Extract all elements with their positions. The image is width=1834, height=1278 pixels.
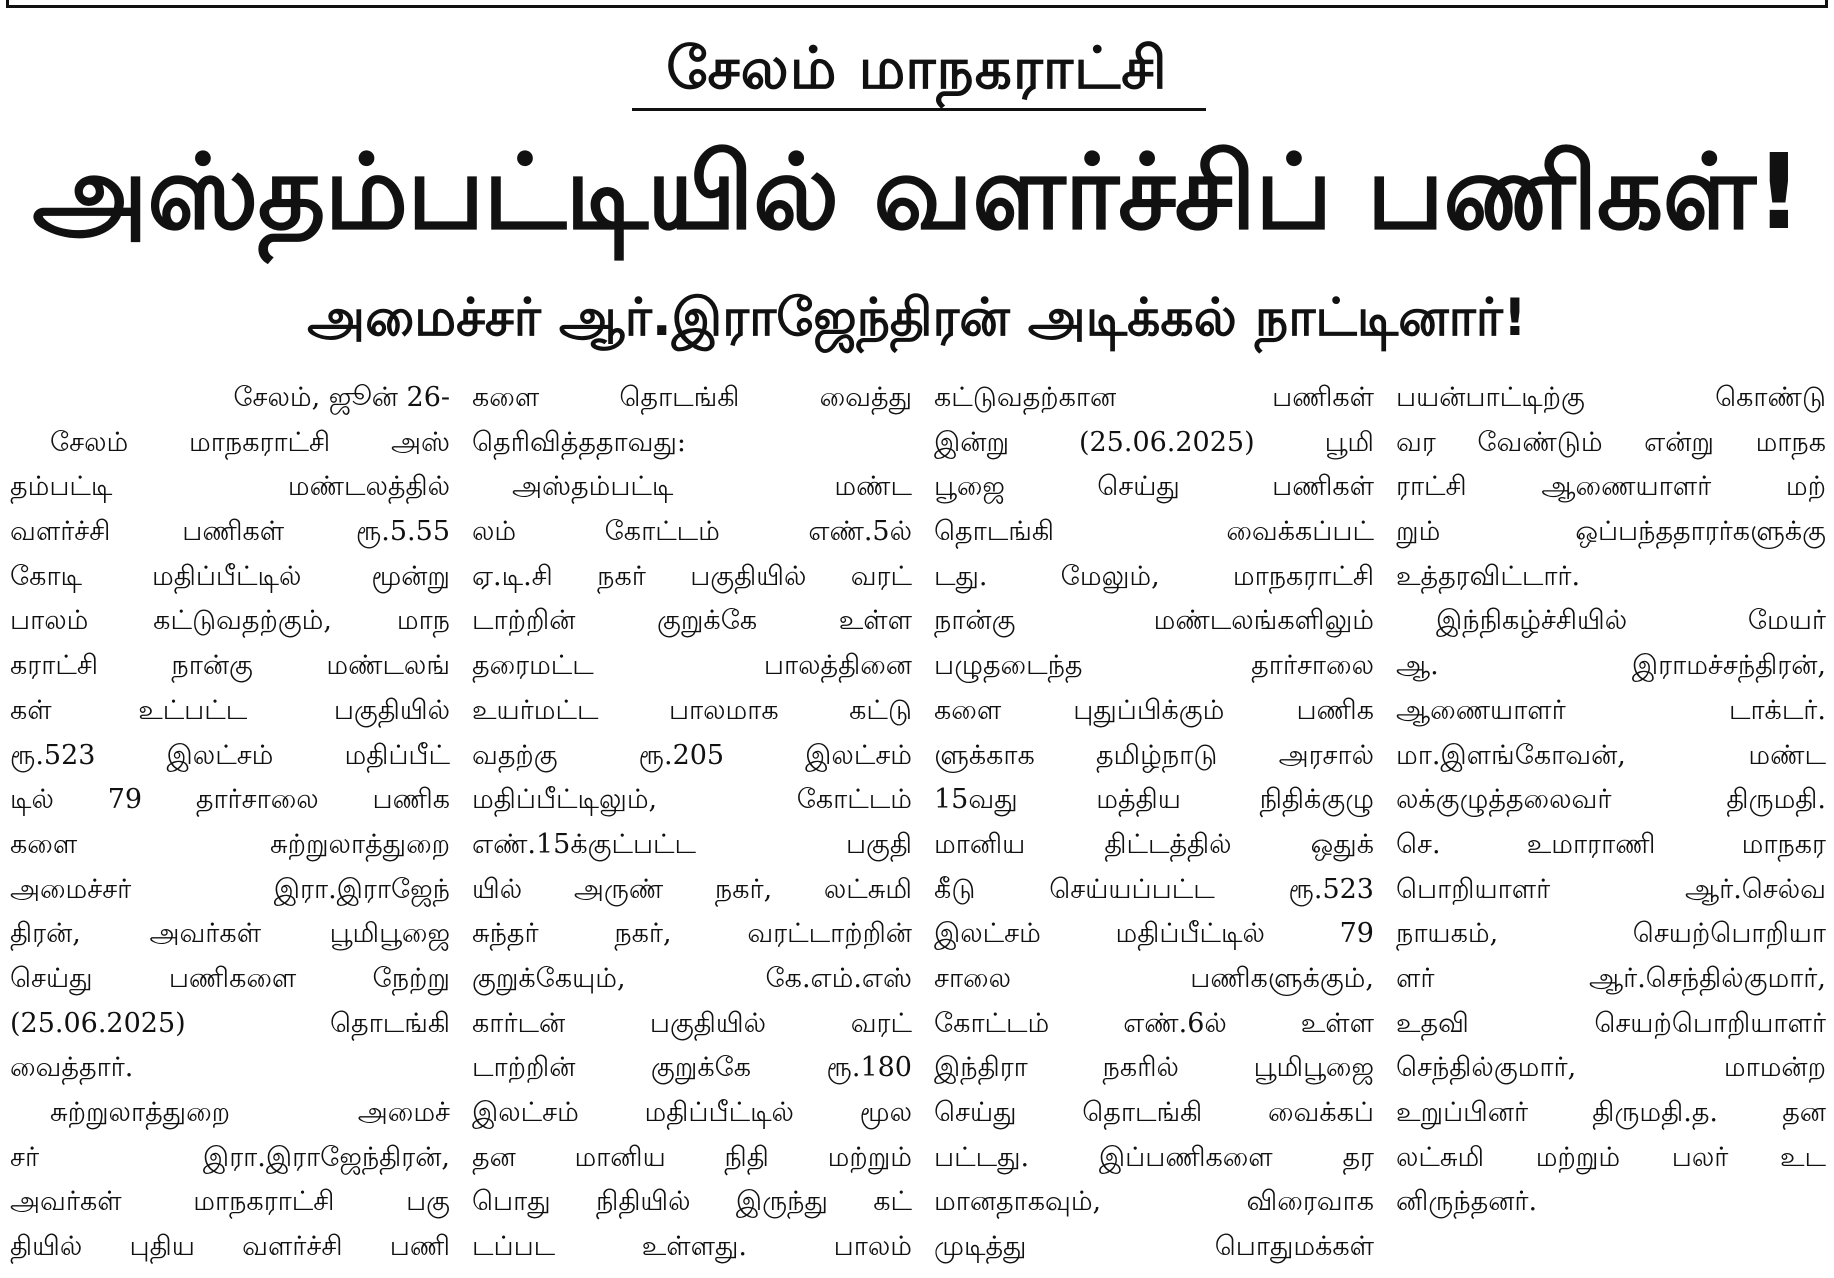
body-line: முடித்து பொதுமக்கள் [934,1231,1374,1263]
dateline: சேலம், ஜூன் 26- [233,382,450,413]
body-line: டாற்றின் குறுக்கே உள்ள [472,605,912,637]
kicker-underline [632,108,1206,111]
body-line: னிருந்தனர். [1396,1186,1538,1218]
body-line: நான்கு மண்டலங்களிலும் [934,605,1374,637]
body-line: பொது நிதியில் இருந்து கட் [472,1186,912,1218]
body-line: ளர் ஆர்.செந்தில்குமார், [1396,962,1826,994]
body-line: ளுக்காக தமிழ்நாடு அரசால் [934,739,1374,771]
body-line: கள் உட்பட்ட பகுதியில் [10,694,450,726]
article-column-3 [934,376,1374,1272]
body-line: இன்று (25.06.2025) பூமி [934,426,1374,458]
body-line: பூஜை செய்து பணிகள் [934,471,1374,503]
body-line: கோட்டம் எண்.6ல் உள்ள [934,1007,1374,1039]
body-line: செ. உமாராணி மாநகர [1396,828,1826,860]
body-line: கீடு செய்யப்பட்ட ரூ.523 [934,873,1374,905]
body-line: செய்து பணிகளை நேற்று [10,962,450,994]
body-line: யில் அருண் நகர், லட்சுமி [472,873,912,905]
body-line: இந்திரா நகரில் பூமிபூஜை [934,1052,1374,1084]
body-line: வதற்கு ரூ.205 இலட்சம் [472,739,912,771]
body-line: அஸ்தம்பட்டி மண்ட [512,471,912,503]
body-line: எண்.15க்குட்பட்ட பகுதி [472,828,912,860]
kicker-heading: சேலம் மாநகராட்சி [666,34,1168,102]
body-line: தன மானிய நிதி மற்றும் [472,1141,912,1173]
body-line: தியில் புதிய வளர்ச்சி பணி [10,1231,450,1263]
article-body [10,376,1826,1272]
body-line: கோடி மதிப்பீட்டில் மூன்று [10,560,450,592]
article-column-4 [1396,376,1826,1272]
body-line: அவர்கள் மாநகராட்சி பகு [10,1186,450,1218]
body-line: சர் இரா.இராஜேந்திரன், [10,1141,450,1173]
body-line: லக்குழுத்தலைவர் திருமதி. [1396,784,1826,816]
body-line: சுற்றுலாத்துறை அமைச் [50,1097,450,1128]
body-line: களை சுற்றுலாத்துறை [10,828,450,860]
body-line: (25.06.2025) தொடங்கி [10,1007,450,1039]
body-line: உதவி செயற்பொறியாளர் [1396,1007,1826,1039]
body-line: கார்டன் பகுதியில் வரட் [472,1007,912,1039]
body-line: தெரிவித்ததாவது: [472,426,686,458]
body-line: டில் 79 தார்சாலை பணிக [10,784,450,816]
top-frame-border [6,0,1828,8]
body-line: ஆணையாளர் டாக்டர். [1396,694,1826,726]
article-column-1 [10,376,450,1272]
body-line: கராட்சி நான்கு மண்டலங் [10,650,450,682]
body-line: 15வது மத்திய நிதிக்குழு [934,784,1374,816]
body-line: டாற்றின் குறுக்கே ரூ.180 [472,1052,912,1084]
body-line: செய்து தொடங்கி வைக்கப் [934,1097,1374,1128]
body-line: ஏ.டி.சி நகர் பகுதியில் வரட் [472,560,912,592]
body-line: லம் கோட்டம் எண்.5ல் [472,516,912,548]
body-line: தொடங்கி வைக்கப்பட் [934,516,1374,548]
body-line: மானிய திட்டத்தில் ஒதுக் [934,828,1374,860]
body-line: டப்பட உள்ளது. பாலம் [472,1231,912,1263]
headline: அஸ்தம்பட்டியில் வளர்ச்சிப் பணிகள்! [32,131,1802,253]
body-line: திரன், அவர்கள் பூமிபூஜை [10,918,450,950]
body-line: இலட்சம் மதிப்பீட்டில் மூல [472,1097,912,1128]
body-line: இலட்சம் மதிப்பீட்டில் 79 [934,918,1374,950]
body-line: களை புதுப்பிக்கும் பணிக [934,694,1374,726]
body-line: பழுதடைந்த தார்சாலை [934,650,1374,682]
body-line: மானதாகவும், விரைவாக [934,1186,1374,1218]
body-line: பொறியாளர் ஆர்.செல்வ [1396,873,1826,905]
body-line: தரைமட்ட பாலத்தினை [472,650,912,682]
body-line: குறுக்கேயும், கே.எம்.எஸ் [472,962,912,994]
body-line: உறுப்பினர் திருமதி.த. தன [1396,1097,1826,1128]
body-line: உயர்மட்ட பாலமாக கட்டு [472,694,912,726]
body-line: செந்தில்குமார், மாமன்ற [1396,1052,1826,1084]
body-line: சேலம் மாநகராட்சி அஸ் [50,426,450,458]
body-line: சாலை பணிகளுக்கும், [934,962,1374,994]
body-line: இந்நிகழ்ச்சியில் மேயர் [1436,605,1826,637]
body-line: வளர்ச்சி பணிகள் ரூ.5.55 [10,516,450,548]
body-line: வர வேண்டும் என்று மாநக [1396,426,1826,458]
body-line: லட்சுமி மற்றும் பலர் உட [1396,1141,1826,1173]
body-line: றும் ஒப்பந்ததாரர்களுக்கு [1396,516,1826,548]
body-line: தம்பட்டி மண்டலத்தில் [10,471,450,503]
body-line: அமைச்சர் இரா.இராஜேந் [10,873,450,905]
article-column-2 [472,376,912,1272]
body-line: ரூ.523 இலட்சம் மதிப்பீட் [10,739,450,771]
subheadline: அமைச்சர் ஆர்.இராஜேந்திரன் அடிக்கல் நாட்டினார்! [307,288,1527,348]
body-line: வைத்தார். [10,1052,134,1084]
body-line: மா.இளங்கோவன், மண்ட [1396,739,1826,771]
body-line: கட்டுவதற்கான பணிகள் [934,382,1374,413]
body-line: டது. மேலும், மாநகராட்சி [934,560,1374,592]
body-line: பாலம் கட்டுவதற்கும், மாந [10,605,450,637]
body-line: பயன்பாட்டிற்கு கொண்டு [1396,382,1826,413]
body-line: உத்தரவிட்டார். [1396,560,1581,592]
body-line: பட்டது. இப்பணிகளை தர [934,1141,1374,1173]
body-line: மதிப்பீட்டிலும், கோட்டம் [472,784,912,816]
body-line: ஆ. இராமச்சந்திரன், [1396,650,1826,682]
body-line: களை தொடங்கி வைத்து [472,382,912,413]
body-line: நாயகம், செயற்பொறியா [1396,918,1826,950]
body-line: ராட்சி ஆணையாளர் மற் [1396,471,1826,503]
body-line: சுந்தர் நகர், வரட்டாற்றின் [472,918,912,950]
